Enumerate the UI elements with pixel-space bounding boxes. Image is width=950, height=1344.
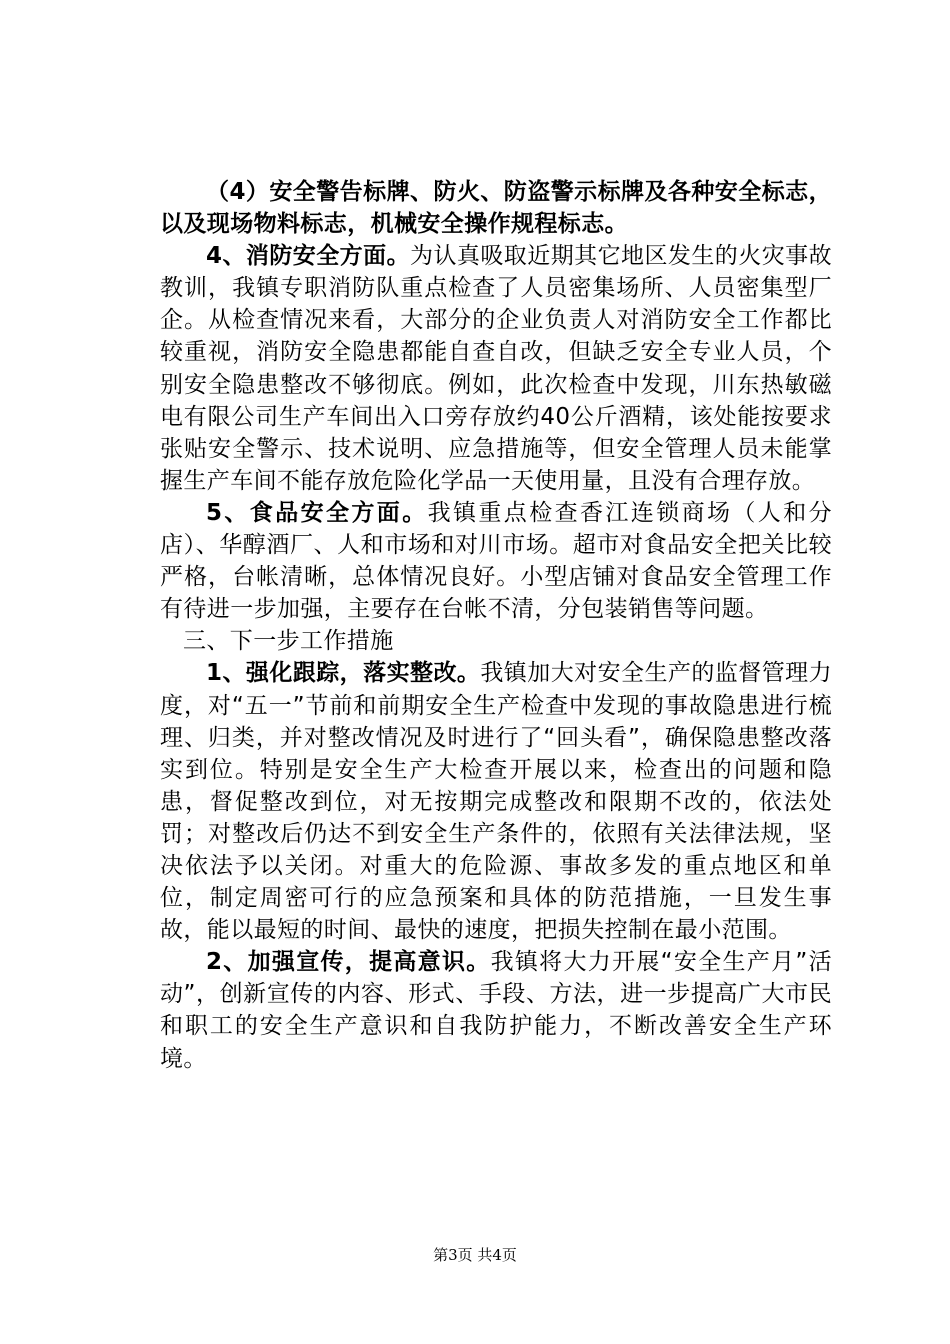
paragraph-lead: 4、消防安全方面。 [206, 243, 411, 270]
paragraph-food-safety [160, 497, 832, 625]
section-heading-next-steps: 三、下一步工作措施 [183, 628, 394, 655]
paragraph-tracking-rectification [160, 657, 832, 946]
paragraph-publicity-awareness [160, 946, 832, 1074]
page-number-footer: 第3页 共4页 [433, 1246, 517, 1264]
paragraph-lead: 2、加强宣传，提高意识。 [206, 949, 491, 976]
paragraph-text: 我镇重点检查香江连锁商场（人和分店）、华醇酒厂、人和市场和对川市场。超市对食品安全把关比较严格，台帐清晰，总体情况良好。小型店铺对食品安全管理工作有待进一步加强，主要存在台帐不清，分包装销售等问题。 [160, 499, 832, 623]
paragraph-text: 为认真吸取近期其它地区发生的火灾事故教训，我镇专职消防队重点检查了人员密集场所、人员密集型厂企。从检查情况来看，大部分的企业负责人对消防安全工作都比较重视，消防安全隐患都能自查自改，但缺乏安全专业人员，个别安全隐患整改不够彻底。例如，此次检查中发现，川东热敏磁电有限公司生产车间出入口旁存放约40公斤酒精，该处能按要求张贴安全警示、技术说明、应急措施等，但安全管理人员未能掌握生产车间不能存放危险化学品一天使用量，且没有合理存放。 [160, 243, 832, 494]
document-body [160, 176, 832, 1075]
paragraph-text: 我镇将大力开展“安全生产月”活动”，创新宣传的内容、形式、手段、方法，进一步提高广大市民和职工的安全生产意识和自我防护能力，不断改善安全生产环境。 [160, 949, 832, 1072]
paragraph-text: （4）安全警告标牌、防火、防盗警示标牌及各种安全标志，以及现场物料标志，机械安全操作规程标志。 [160, 179, 832, 238]
paragraph-fire-safety [160, 240, 832, 497]
paragraph-lead: 5、食品安全方面。 [206, 499, 428, 526]
paragraph-safety-signs [160, 176, 832, 240]
paragraph-lead: 1、强化跟踪，落实整改。 [206, 660, 481, 687]
paragraph-text: 我镇加大对安全生产的监督管理力度，对“五一”节前和前期安全生产检查中发现的事故隐患进行梳理、归类，并对整改情况及时进行了“回头看”，确保隐患整改落实到位。特别是安全生产大检查开展以来，检查出的问题和隐患，督促整改到位，对无按期完成整改和限期不改的，依法处罚；对整改后仍达不到安全生产条件的，依照有关法律法规，坚决依法予以关闭。对重大的危险源、事故多发的重点地区和单位，制定周密可行的应急预案和具体的防范措施，一旦发生事故，能以最短的时间、最快的速度，把损失控制在最小范围。 [160, 660, 832, 944]
